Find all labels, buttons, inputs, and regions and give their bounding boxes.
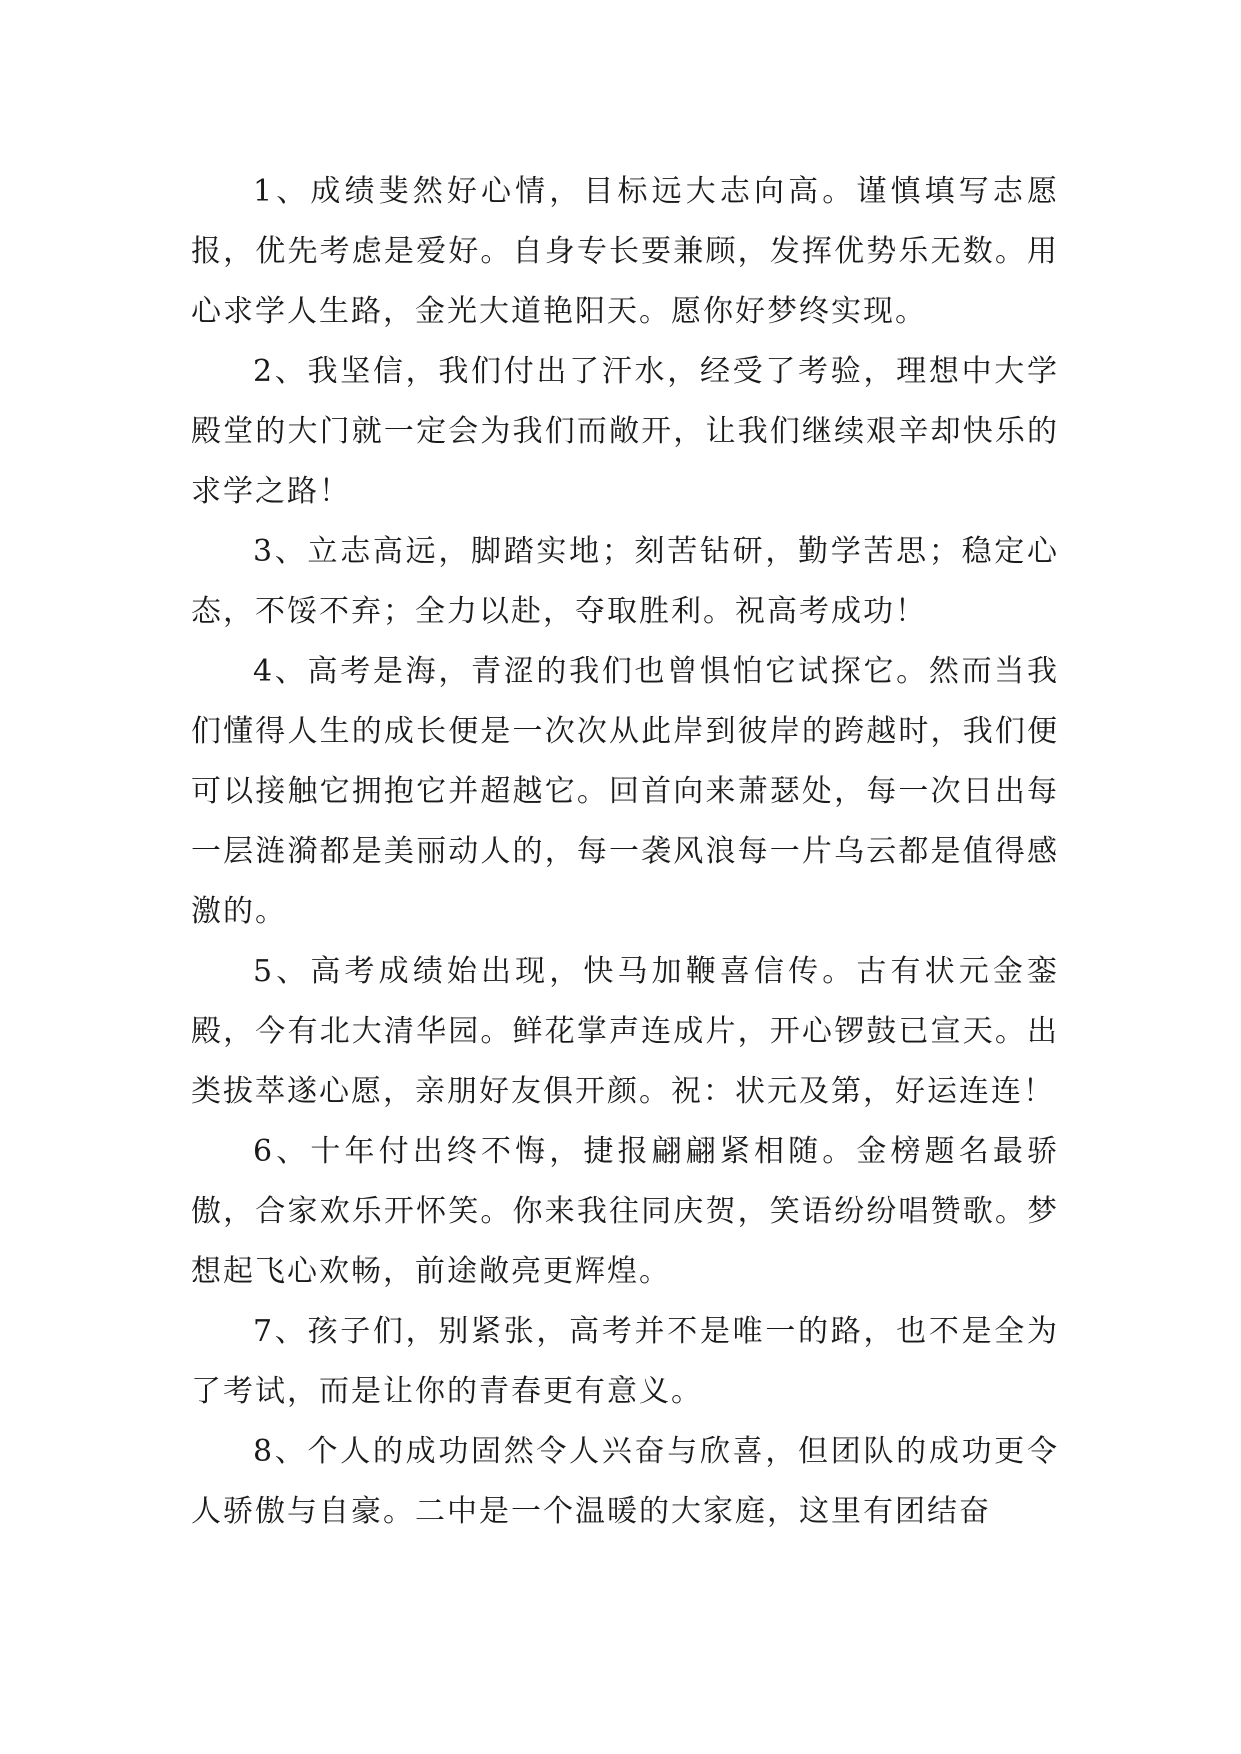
paragraph-6: 6、十年付出终不悔，捷报翩翩紧相随。金榜题名最骄傲，合家欢乐开怀笑。你来我往同庆贺，笑语纷纷唱赞歌。梦想起飞心欢畅，前途敞亮更辉煌。 <box>191 1134 1059 1289</box>
document-body <box>191 162 1059 1542</box>
paragraph-5: 5、高考成绩始出现，快马加鞭喜信传。古有状元金銮殿，今有北大清华园。鲜花掌声连成片，开心锣鼓已宣天。出类拔萃遂心愿，亲朋好友俱开颜。祝：状元及第，好运连连！ <box>191 954 1059 1109</box>
paragraph-4: 4、高考是海，青涩的我们也曾惧怕它试探它。然而当我们懂得人生的成长便是一次次从此岸到彼岸的跨越时，我们便可以接触它拥抱它并超越它。回首向来萧瑟处，每一次日出每一层涟漪都是美丽动人的，每一袭风浪每一片乌云都是值得感激的。 <box>191 654 1059 929</box>
paragraph-7: 7、孩子们，别紧张，高考并不是唯一的路，也不是全为了考试，而是让你的青春更有意义。 <box>191 1314 1059 1409</box>
paragraph-3: 3、立志高远，脚踏实地；刻苦钻研，勤学苦思；稳定心态，不馁不弃；全力以赴，夺取胜利。祝高考成功！ <box>191 534 1059 629</box>
paragraph-1: 1、成绩斐然好心情，目标远大志向高。谨慎填写志愿报，优先考虑是爱好。自身专长要兼顾，发挥优势乐无数。用心求学人生路，金光大道艳阳天。愿你好梦终实现。 <box>191 174 1059 329</box>
paragraph-8: 8、个人的成功固然令人兴奋与欣喜，但团队的成功更令人骄傲与自豪。二中是一个温暖的大家庭，这里有团结奋 <box>191 1434 1059 1529</box>
paragraph-2: 2、我坚信，我们付出了汗水，经受了考验，理想中大学殿堂的大门就一定会为我们而敞开，让我们继续艰辛却快乐的求学之路！ <box>191 354 1059 509</box>
